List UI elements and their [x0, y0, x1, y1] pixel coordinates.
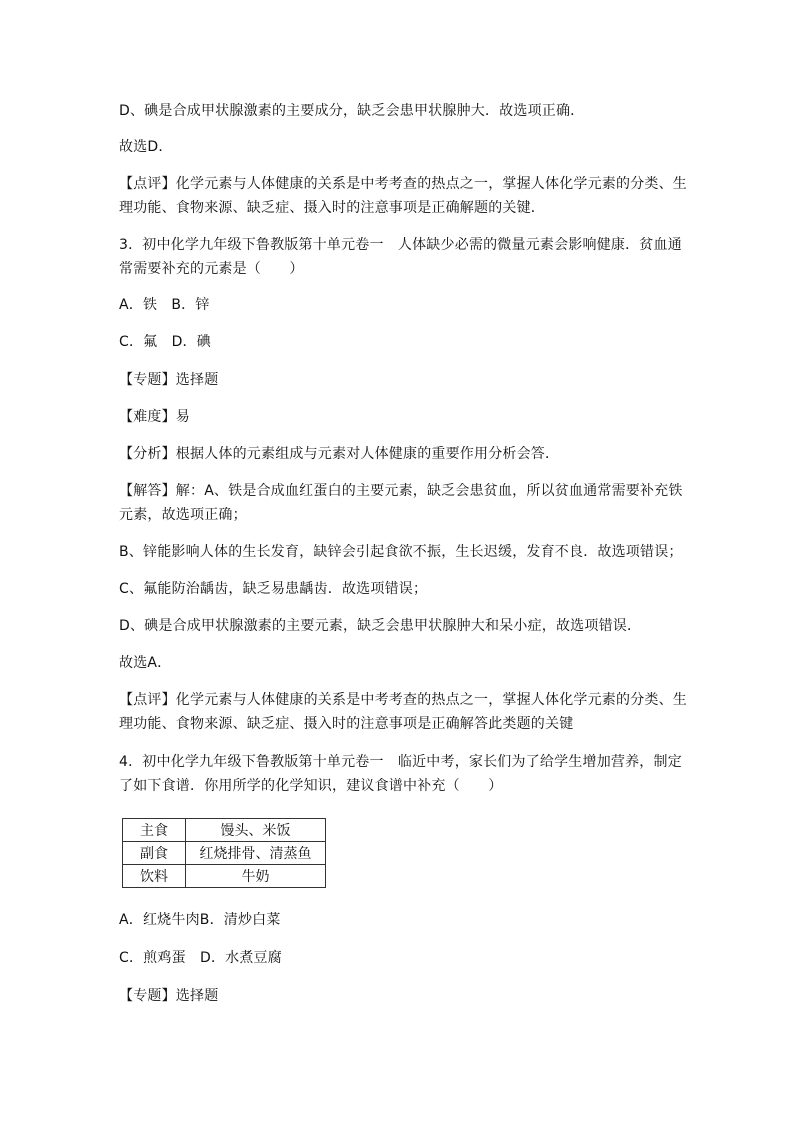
q2-comment-line-2: 理功能、食物来源、缺乏症、摄入时的注意事项是正确解题的关键． — [119, 200, 545, 216]
table-cell: 馒头、米饭 — [186, 819, 326, 842]
q4-topic: 【专题】选择题 — [119, 988, 219, 1004]
table-row — [123, 865, 326, 888]
q3-option-d-explanation: D、碘是合成甲状腺激素的主要元素，缺乏会患甲状腺肿大和呆小症，故选项错误． — [119, 618, 642, 634]
q3-comment-line-1: 【点评】化学元素与人体健康的关系是中考考查的热点之一，掌握人体化学元素的分类、生 — [119, 692, 687, 708]
q4-stem-line-1: 4．初中化学九年级下鲁教版第十单元卷一 临近中考，家长们为了给学生增加营养，制定 — [119, 754, 682, 770]
q3-difficulty: 【难度】易 — [119, 409, 190, 425]
q3-options-ab: A．铁 B．锌 — [119, 297, 210, 313]
table-cell: 红烧排骨、清蒸鱼 — [186, 842, 326, 865]
q2-answer: 故选D． — [119, 139, 173, 155]
q3-topic: 【专题】选择题 — [119, 372, 219, 388]
q3-answer: 故选A． — [119, 655, 172, 671]
q4-stem-line-2: 了如下食谱．你用所学的化学知识，建议食谱中补充（ ） — [119, 778, 503, 794]
q3-option-c-explanation: C、氟能防治龋齿，缺乏易患龋齿．故选项错误； — [119, 581, 428, 597]
q2-comment-line-1: 【点评】化学元素与人体健康的关系是中考考查的热点之一，掌握人体化学元素的分类、生 — [119, 176, 687, 192]
table-cell: 副食 — [123, 842, 186, 865]
q3-analysis: 【分析】根据人体的元素组成与元素对人体健康的重要作用分析会答． — [119, 446, 560, 462]
q3-stem-line-2: 常需要补充的元素是（ ） — [119, 261, 304, 277]
table-row — [123, 842, 326, 865]
q3-solution-line-2: 元素，故选项正确； — [119, 507, 247, 523]
q3-comment-line-2: 理功能、食物来源、缺乏症、摄入时的注意事项是正确解答此类题的关键 — [119, 716, 574, 732]
q3-option-b-explanation: B、锌能影响人体的生长发育，缺锌会引起食欲不振，生长迟缓，发育不良．故选项错误； — [119, 544, 683, 560]
table-cell: 牛奶 — [186, 865, 326, 888]
table-row — [123, 819, 326, 842]
q3-options-cd: C．氟 D．碘 — [119, 334, 211, 350]
q2-option-d-explanation: D、碘是合成甲状腺激素的主要成分，缺乏会患甲状腺肿大．故选项正确． — [119, 103, 585, 119]
q3-solution-line-1: 【解答】解：A、铁是合成血红蛋白的主要元素，缺乏会患贫血，所以贫血通常需要补充铁 — [119, 483, 683, 499]
diet-menu-table — [122, 818, 326, 888]
q4-options-cd: C．煎鸡蛋 D．水煮豆腐 — [119, 950, 282, 966]
table-cell: 主食 — [123, 819, 186, 842]
q3-stem-line-1: 3．初中化学九年级下鲁教版第十单元卷一 人体缺少必需的微量元素会影响健康．贫血通 — [119, 237, 682, 253]
q4-options-ab: A．红烧牛肉B．清炒白菜 — [119, 912, 281, 928]
table-cell: 饮料 — [123, 865, 186, 888]
